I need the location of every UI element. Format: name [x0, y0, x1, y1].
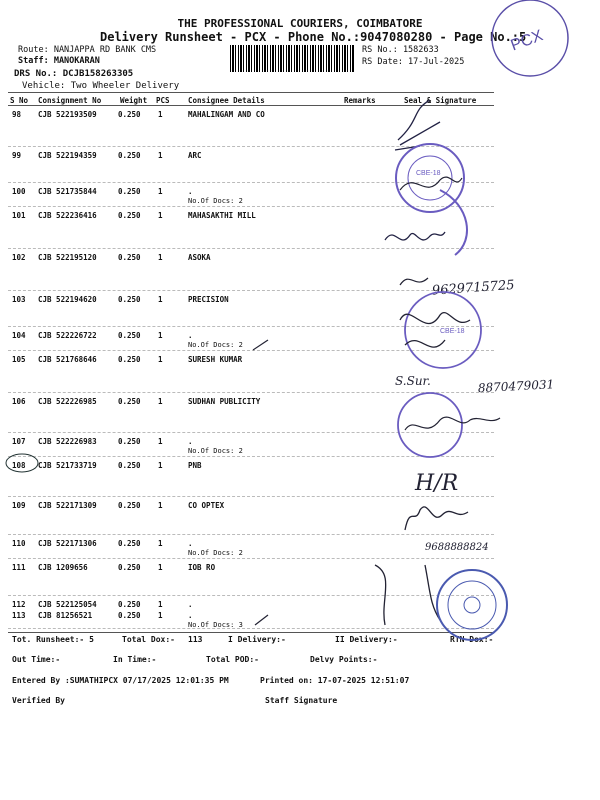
- row-separator: [8, 496, 494, 497]
- row-98-sno: 98: [12, 110, 22, 119]
- row-113-pcs: 1: [158, 611, 163, 620]
- row-113-wt: 0.250: [118, 611, 141, 620]
- row-102-wt: 0.250: [118, 253, 141, 262]
- row-112-wt: 0.250: [118, 600, 141, 609]
- row-113-cons: CJB 81256521: [38, 611, 93, 620]
- total-dox-value: 113: [188, 635, 203, 644]
- row-105-cons: CJB 521768646: [38, 355, 97, 364]
- row-113-details: .: [188, 611, 193, 620]
- row-101-cons: CJB 522236416: [38, 211, 97, 220]
- row-105-sno: 105: [12, 355, 26, 364]
- row-separator: [8, 326, 494, 327]
- row-100-note: No.Of Docs: 2: [188, 197, 243, 205]
- row-102-cons: CJB 522195120: [38, 253, 97, 262]
- company-stamp-arc: [396, 144, 464, 212]
- row-108-pcs: 1: [158, 461, 163, 470]
- row-103-pcs: 1: [158, 295, 163, 304]
- signature-98: [395, 100, 440, 150]
- row-112-cons: CJB 522125054: [38, 600, 97, 609]
- row-113-sno: 113: [12, 611, 26, 620]
- row-104-details: .: [188, 331, 193, 340]
- row-100-sno: 100: [12, 187, 26, 196]
- row-106-sno: 106: [12, 397, 26, 406]
- row-101-sno: 101: [12, 211, 26, 220]
- svg-text:CBE-18: CBE-18: [416, 170, 441, 177]
- handwritten-phone-3: 9688888824: [425, 542, 489, 553]
- bank-stamp-iob: [437, 570, 507, 640]
- row-100-details: .: [188, 187, 193, 196]
- tot-runsheet: Tot. Runsheet:- 5: [12, 635, 94, 644]
- row-110-sno: 110: [12, 539, 26, 548]
- row-108-wt: 0.250: [118, 461, 141, 470]
- row-108-sno: 108: [12, 461, 26, 470]
- ii-delivery: II Delivery:-: [335, 635, 398, 644]
- row-101-pcs: 1: [158, 211, 163, 220]
- col-remarks: Remarks: [344, 96, 376, 105]
- signature-101: [385, 232, 445, 240]
- verified-by: Verified By: [12, 696, 65, 705]
- entered-by: Entered By :SUMATHIPCX 07/17/2025 12:01:35 PM: [12, 676, 229, 685]
- rs-date: RS Date: 17-Jul-2025: [362, 57, 465, 67]
- vehicle-label: Vehicle: Two Wheeler Delivery: [22, 81, 180, 91]
- row-separator: [8, 392, 494, 393]
- row-109-details: CO OPTEX: [188, 501, 225, 510]
- row-98-wt: 0.250: [118, 110, 141, 119]
- tick-mark-104: [253, 340, 268, 350]
- row-separator: [8, 432, 494, 433]
- row-108-details: PNB: [188, 461, 202, 470]
- row-98-pcs: 1: [158, 110, 163, 119]
- row-106-wt: 0.250: [118, 397, 141, 406]
- row-98-cons: CJB 522193509: [38, 110, 97, 119]
- row-separator: [8, 206, 494, 207]
- col-consignment: Consignment No: [38, 96, 102, 105]
- row-107-note: No.Of Docs: 2: [188, 447, 243, 455]
- row-103-details: PRECISION: [188, 295, 229, 304]
- barcode: [230, 45, 354, 72]
- row-104-pcs: 1: [158, 331, 163, 340]
- signature-109: [405, 507, 468, 530]
- total-dox-label: Total Dox:-: [122, 635, 175, 644]
- row-110-pcs: 1: [158, 539, 163, 548]
- handwritten-sig-hr: H/R: [415, 471, 459, 496]
- row-100-wt: 0.250: [118, 187, 141, 196]
- out-time: Out Time:-: [12, 655, 61, 664]
- pcx-stamp-text: PCX: [508, 27, 546, 55]
- row-separator: [8, 628, 494, 629]
- row-99-pcs: 1: [158, 151, 163, 160]
- row-separator: [8, 146, 494, 147]
- row-107-sno: 107: [12, 437, 26, 446]
- row-108-cons: CJB 521733719: [38, 461, 97, 470]
- row-separator: [8, 182, 494, 183]
- row-112-pcs: 1: [158, 600, 163, 609]
- row-105-details: SURESH KUMAR: [188, 355, 243, 364]
- row-separator: [8, 248, 494, 249]
- row-106-cons: CJB 522226985: [38, 397, 97, 406]
- row-104-cons: CJB 522226722: [38, 331, 97, 340]
- row-98-details: MAHALINGAM AND CO: [188, 110, 265, 119]
- staff-signature: Staff Signature: [265, 696, 338, 705]
- col-seal: Seal & Signature: [404, 96, 477, 105]
- row-110-details: .: [188, 539, 193, 548]
- in-time: In Time:-: [113, 655, 157, 664]
- row-107-details: .: [188, 437, 193, 446]
- row-111-sno: 111: [12, 563, 26, 572]
- row-104-wt: 0.250: [118, 331, 141, 340]
- row-112-details: .: [188, 600, 193, 609]
- row-102-sno: 102: [12, 253, 26, 262]
- row-109-pcs: 1: [158, 501, 163, 510]
- limited-stamp-arc: [440, 190, 467, 255]
- i-delivery: I Delivery:-: [228, 635, 286, 644]
- handwritten-phone-1: 9629715725: [431, 277, 516, 299]
- header-rule-bottom: [8, 105, 494, 106]
- staff-label: Staff: MANOKARAN: [18, 56, 100, 66]
- row-separator: [8, 558, 494, 559]
- row-102-details: ASOKA: [188, 253, 211, 262]
- row-104-note: No.Of Docs: 2: [188, 341, 243, 349]
- printed-on: Printed on: 17-07-2025 12:51:07: [260, 676, 410, 685]
- row-111-details: IOB RO: [188, 563, 216, 572]
- row-111-pcs: 1: [158, 563, 163, 572]
- row-113-note: No.Of Docs: 3: [188, 621, 243, 629]
- rtn-dox: RTN Dox:-: [450, 635, 494, 644]
- row-109-wt: 0.250: [118, 501, 141, 510]
- total-pod: Total POD:-: [206, 655, 259, 664]
- row-separator: [8, 595, 494, 596]
- row-103-wt: 0.250: [118, 295, 141, 304]
- handwritten-phone-2: 8870479031: [477, 377, 555, 396]
- company-stamp-sudhan: [398, 393, 500, 457]
- delvy-points: Delvy Points:-: [310, 655, 378, 664]
- row-109-cons: CJB 522171309: [38, 501, 97, 510]
- row-110-wt: 0.250: [118, 539, 141, 548]
- totals-rule: [8, 632, 494, 633]
- route-label: Route: NANJAPPA RD BANK CMS: [18, 45, 157, 55]
- handwritten-sig-ss: S.Sur.: [395, 374, 431, 388]
- header-rule-top: [8, 92, 494, 93]
- row-100-cons: CJB 521735844: [38, 187, 97, 196]
- row-separator: [8, 290, 494, 291]
- row-110-cons: CJB 522171306: [38, 539, 97, 548]
- row-99-details: ARC: [188, 151, 202, 160]
- row-99-cons: CJB 522194359: [38, 151, 97, 160]
- row-101-details: MAHASAKTHI MILL: [188, 211, 256, 220]
- row-109-sno: 109: [12, 501, 26, 510]
- row-100-pcs: 1: [158, 187, 163, 196]
- row-99-sno: 99: [12, 151, 22, 160]
- row-107-wt: 0.250: [118, 437, 141, 446]
- col-pcs: PCS: [156, 96, 170, 105]
- row-105-wt: 0.250: [118, 355, 141, 364]
- page-title: THE PROFESSIONAL COURIERS, COIMBATORE: [177, 17, 423, 30]
- svg-text:CBE-18: CBE-18: [440, 328, 465, 335]
- row-103-cons: CJB 522194620: [38, 295, 97, 304]
- tick-mark-113: [255, 615, 268, 625]
- page-subtitle: Delivery Runsheet - PCX - Phone No.:9047080280 - Page No.:5: [100, 30, 527, 44]
- row-separator: [8, 534, 494, 535]
- row-separator: [8, 456, 494, 457]
- row-107-cons: CJB 522226983: [38, 437, 97, 446]
- row-111-cons: CJB 1209656: [38, 563, 88, 572]
- row-separator: [8, 350, 494, 351]
- col-consignee: Consignee Details: [188, 96, 265, 105]
- row-106-pcs: 1: [158, 397, 163, 406]
- col-sno: S No: [10, 96, 29, 105]
- col-weight: Weight: [120, 96, 148, 105]
- company-stamp-precision: [400, 292, 481, 368]
- row-110-note: No.Of Docs: 2: [188, 549, 243, 557]
- drs-number: DRS No.: DCJB158263305: [14, 69, 134, 79]
- row-111-wt: 0.250: [118, 563, 141, 572]
- row-112-sno: 112: [12, 600, 26, 609]
- rs-number: RS No.: 1582633: [362, 45, 439, 55]
- row-107-pcs: 1: [158, 437, 163, 446]
- row-103-sno: 103: [12, 295, 26, 304]
- row-99-wt: 0.250: [118, 151, 141, 160]
- row-104-sno: 104: [12, 331, 26, 340]
- row-101-wt: 0.250: [118, 211, 141, 220]
- row-106-details: SUDHAN PUBLICITY: [188, 397, 261, 406]
- row-102-pcs: 1: [158, 253, 163, 262]
- row-105-pcs: 1: [158, 355, 163, 364]
